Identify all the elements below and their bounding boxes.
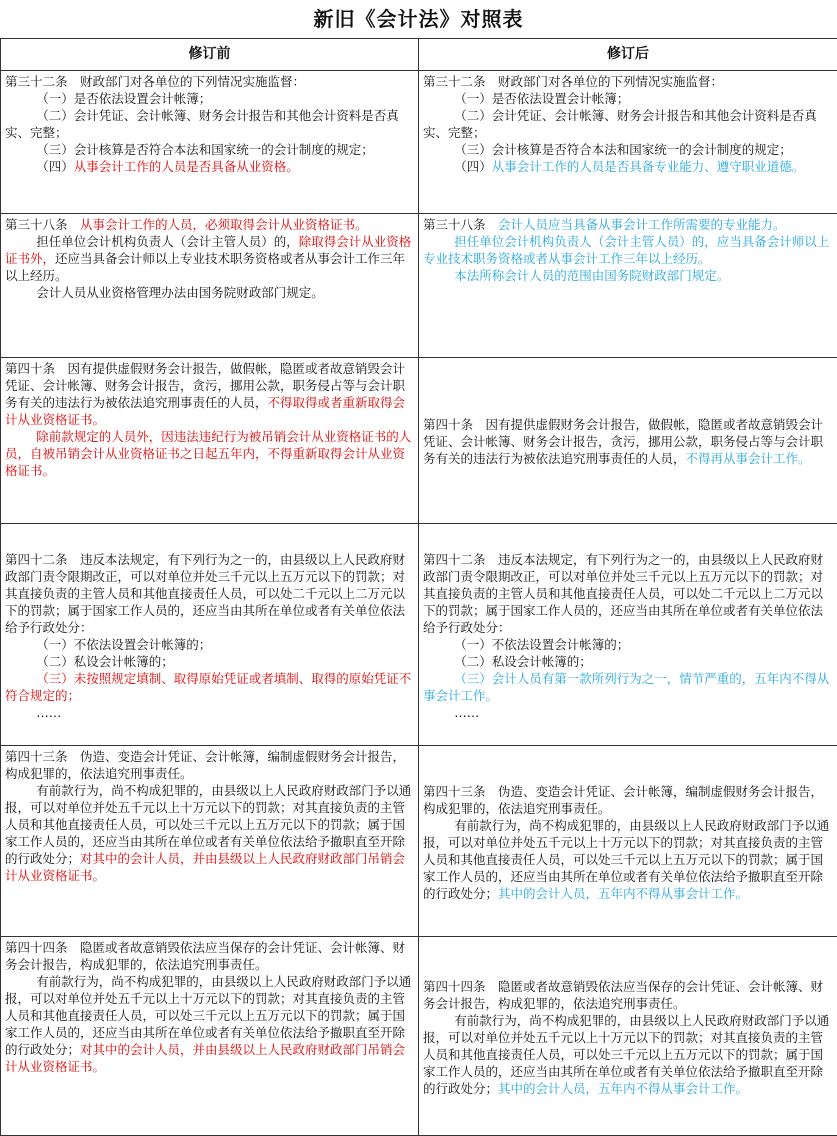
added-text: 从事会计工作的人员是否具备专业能力、遵守职业道德。 [492,159,805,174]
added-text: 会计人员应当具备从事会计工作所需要的专业能力。 [498,217,786,232]
paragraph [5,284,414,301]
removed-text: 除取得会计从业资格证书外， [5,234,411,266]
paragraph [423,670,833,704]
paragraph [5,360,414,428]
article-44-after [419,937,837,1136]
text-segment: （一）是否依法设置会计帐簿； [454,91,629,106]
paragraph [5,141,414,158]
paragraph [5,653,414,670]
removed-text: 对其中的会计人员，并由县级以上人民政府财政部门吊销会计从业资格证书。 [5,1042,405,1074]
text-segment: 第三十二条 财政部门对各单位的下列情况实施监督： [423,74,723,89]
added-text: 担任单位会计机构负责人（会计主管人员）的，应当具备会计师以上专业技术职务资格或者从事会计工作三年以上经历。 [423,234,829,266]
paragraph [423,141,833,158]
paragraph [423,73,833,90]
text-segment: （四） [36,159,74,174]
paragraph [423,551,833,636]
table-header-row [1,39,837,71]
paragraph [5,551,414,636]
text-segment: 有前款行为，尚不构成犯罪的，由县级以上人民政府财政部门予以通报，可以对单位并处五千元以上十万元以下的罚款；对其直接负责的主管人员和其他直接责任人员，可以处三千元以上五万元以下的罚款；属于国家工作人员的，还应当由其所在单位或者有关单位依法给予撤职直至开除的行政处分； [423,818,829,901]
paragraph [5,939,414,973]
article-32-after [419,71,837,214]
added-text: 其中的会计人员，五年内不得从事会计工作。 [498,1081,748,1096]
table-row [1,746,837,937]
text-segment: 第三十八条 [5,217,80,232]
page-title: 新旧《会计法》对照表 [0,0,837,38]
text-segment: 第四十条 因有提供虚假财务会计报告，做假帐，隐匿或者故意销毁会计凭证、会计帐簿、财务会计报告，贪污，挪用公款，职务侵占等与会计职务有关的违法行为被依法追究刑事责任的人员， [5,361,405,410]
paragraph [423,1012,833,1097]
article-38-before [1,214,419,358]
paragraph [5,704,414,721]
table-row [1,214,837,358]
text-segment: 第三十二条 财政部门对各单位的下列情况实施监督： [5,74,305,89]
paragraph [5,73,414,90]
text-segment: （二）会计凭证、会计帐簿、财务会计报告和其他会计资料是否真实、完整； [423,108,817,140]
article-44-before [1,937,419,1136]
paragraph [423,416,833,467]
text-segment: 第三十八条 [423,217,498,232]
paragraph [5,973,414,1075]
removed-text: （三）未按照规定填制、取得原始凭证或者填制、取得的原始凭证不符合规定的； [5,671,411,703]
text-segment: 有前款行为，尚不构成犯罪的，由县级以上人民政府财政部门予以通报，可以对单位并处五千元以上十万元以下的罚款；对其直接负责的主管人员和其他直接责任人员，可以处三千元以上五万元以下的罚款；属于国家工作人员的，还应当由其所在单位或者有关单位依法给予撤职直至开除的行政处分； [5,974,411,1057]
paragraph [423,233,833,267]
comparison-table [0,38,837,1136]
paragraph [423,704,833,721]
removed-text: 不得取得或者重新取得会计从业资格证书。 [5,395,405,427]
article-42-after [419,524,837,746]
paragraph [423,653,833,670]
text-segment: （三）会计核算是否符合本法和国家统一的会计制度的规定； [36,142,374,157]
text-segment: …… [36,705,61,720]
added-text: 本法所称会计人员的范围由国务院财政部门规定。 [454,268,729,283]
text-segment: 有前款行为，尚不构成犯罪的，由县级以上人民政府财政部门予以通报，可以对单位并处五千元以上十万元以下的罚款；对其直接负责的主管人员和其他直接责任人员，可以处三千元以上五万元以下的罚款；属于国家工作人员的，还应当由其所在单位或者有关单位依法给予撤职直至开除的行政处分； [423,1013,829,1096]
article-43-after [419,746,837,937]
paragraph [5,636,414,653]
removed-text: 对其中的会计人员，并由县级以上人民政府财政部门吊销会计从业资格证书。 [5,851,405,883]
text-segment: 第四十二条 违反本法规定，有下列行为之一的，由县级以上人民政府财政部门责令限期改正，可以对单位并处三千元以上五万元以下的罚款；对其直接负责的主管人员和其他直接责任人员，可以处二千元以上二万元以下的罚款；属于国家工作人员的，还应当由其所在单位或者有关单位依法给予行政处分： [5,552,405,635]
text-segment: （二）会计凭证、会计帐簿、财务会计报告和其他会计资料是否真实、完整； [5,108,399,140]
text-segment: （二）私设会计帐簿的； [454,654,592,669]
text-segment: 会计人员从业资格管理办法由国务院财政部门规定。 [36,285,324,300]
table-row [1,937,837,1136]
added-text: （三）会计人员有第一款所列行为之一，情节严重的，五年内不得从事会计工作。 [423,671,829,703]
text-segment: （一）是否依法设置会计帐簿； [36,91,211,106]
table-row [1,71,837,214]
removed-text: 从事会计工作的人员，必须取得会计从业资格证书。 [80,217,368,232]
text-segment: （一）不依法设置会计帐簿的； [454,637,629,652]
paragraph [423,783,833,817]
paragraph [5,782,414,884]
paragraph [5,158,414,175]
text-segment: 第四十二条 违反本法规定，有下列行为之一的，由县级以上人民政府财政部门责令限期改正，可以对单位并处三千元以上五万元以下的罚款；对其直接负责的主管人员和其他直接责任人员，可以处二千元以上二万元以下的罚款；属于国家工作人员的，还应当由其所在单位或者有关单位依法给予行政处分： [423,552,823,635]
article-43-before [1,746,419,937]
paragraph [423,636,833,653]
header-after: 修订后 [419,39,837,71]
paragraph [423,90,833,107]
removed-text: 除前款规定的人员外，因违法违纪行为被吊销会计从业资格证书的人员，自被吊销会计从业资格证书之日起五年内，不得重新取得会计从业资格证书。 [5,429,411,478]
text-segment: （三）会计核算是否符合本法和国家统一的会计制度的规定； [454,142,792,157]
table-row [1,524,837,746]
paragraph [5,748,414,782]
article-32-before [1,71,419,214]
text-segment: 第四十条 因有提供虚假财务会计报告，做假帐，隐匿或者故意销毁会计凭证、会计帐簿、财务会计报告，贪污，挪用公款，职务侵占等与会计职务有关的违法行为被依法追究刑事责任的人员， [423,417,823,466]
paragraph [5,107,414,141]
paragraph [5,216,414,233]
text-segment: 第四十四条 隐匿或者故意销毁依法应当保存的会计凭证、会计帐簿、财务会计报告，构成犯罪的，依法追究刑事责任。 [5,940,405,972]
article-40-after [419,358,837,524]
header-before: 修订前 [1,39,419,71]
paragraph [423,107,833,141]
text-segment: 第四十三条 伪造、变造会计凭证、会计帐簿，编制虚假财务会计报告，构成犯罪的，依法追究刑事责任。 [5,749,405,781]
text-segment: 第四十三条 伪造、变造会计凭证、会计帐簿，编制虚假财务会计报告，构成犯罪的，依法追究刑事责任。 [423,784,823,816]
text-segment: 有前款行为，尚不构成犯罪的，由县级以上人民政府财政部门予以通报，可以对单位并处五千元以上十万元以下的罚款；对其直接负责的主管人员和其他直接责任人员，可以处三千元以上五万元以下的罚款；属于国家工作人员的，还应当由其所在单位或者有关单位依法给予撤职直至开除的行政处分； [5,783,411,866]
paragraph [5,670,414,704]
text-segment: 还应当具备会计师以上专业技术职务资格或者从事会计工作三年以上经历。 [5,251,405,283]
added-text: 不得再从事会计工作。 [686,451,811,466]
text-segment: …… [454,705,479,720]
table-row [1,358,837,524]
article-42-before [1,524,419,746]
paragraph [5,428,414,479]
text-segment: 第四十四条 隐匿或者故意销毁依法应当保存的会计凭证、会计帐簿、财务会计报告，构成犯罪的，依法追究刑事责任。 [423,979,823,1011]
paragraph [5,233,414,284]
added-text: 其中的会计人员，五年内不得从事会计工作。 [498,886,748,901]
article-38-after [419,214,837,358]
paragraph [423,817,833,902]
paragraph [423,267,833,284]
article-40-before [1,358,419,524]
paragraph [423,216,833,233]
paragraph [423,158,833,175]
text-segment: （二）私设会计帐簿的； [36,654,174,669]
text-segment: （四） [454,159,492,174]
paragraph [423,978,833,1012]
text-segment: 担任单位会计机构负责人（会计主管人员）的， [36,234,299,249]
removed-text: 从事会计工作的人员是否具备从业资格。 [74,159,299,174]
text-segment: （一）不依法设置会计帐簿的； [36,637,211,652]
paragraph [5,90,414,107]
